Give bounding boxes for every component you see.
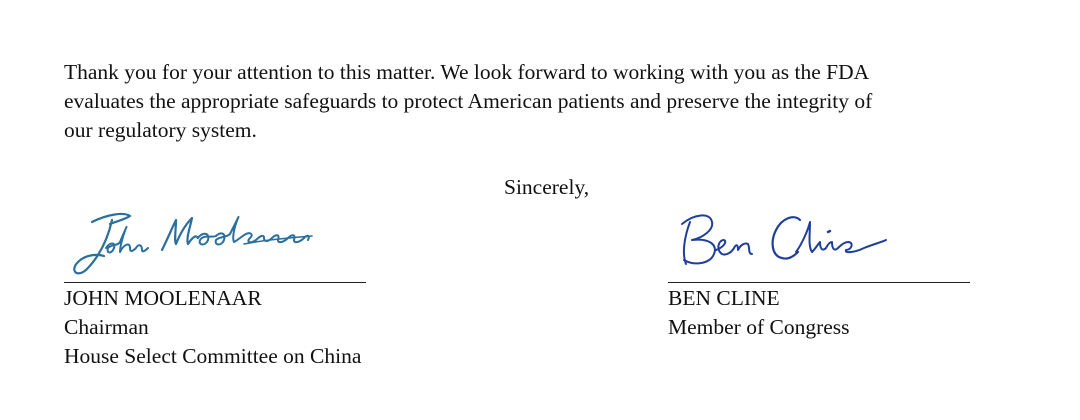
signatory-title: Member of Congress [668,315,850,339]
paragraph-line: our regulatory system. [64,118,257,142]
signature-block-moolenaar [64,198,424,371]
signatory-title: Chairman [64,315,149,339]
signatory-organization: House Select Committee on China [64,344,362,368]
signatory-name: BEN CLINE [668,286,780,310]
signature-line [668,282,970,283]
paragraph-line: Thank you for your attention to this matter. We look forward to working with you as the FDA [64,60,870,84]
closing-paragraph [64,58,1024,145]
signature-block-cline [668,198,988,342]
signatory-name: JOHN MOOLENAAR [64,286,262,310]
handwritten-signature-cline [668,198,968,282]
complimentary-close: Sincerely, [504,175,590,199]
signatory-details [64,284,424,371]
paragraph-line: evaluates the appropriate safeguards to protect American patients and preserve the integrity of [64,89,873,113]
handwritten-signature-moolenaar [64,198,364,282]
signatory-details [668,284,988,342]
signature-line [64,282,366,283]
